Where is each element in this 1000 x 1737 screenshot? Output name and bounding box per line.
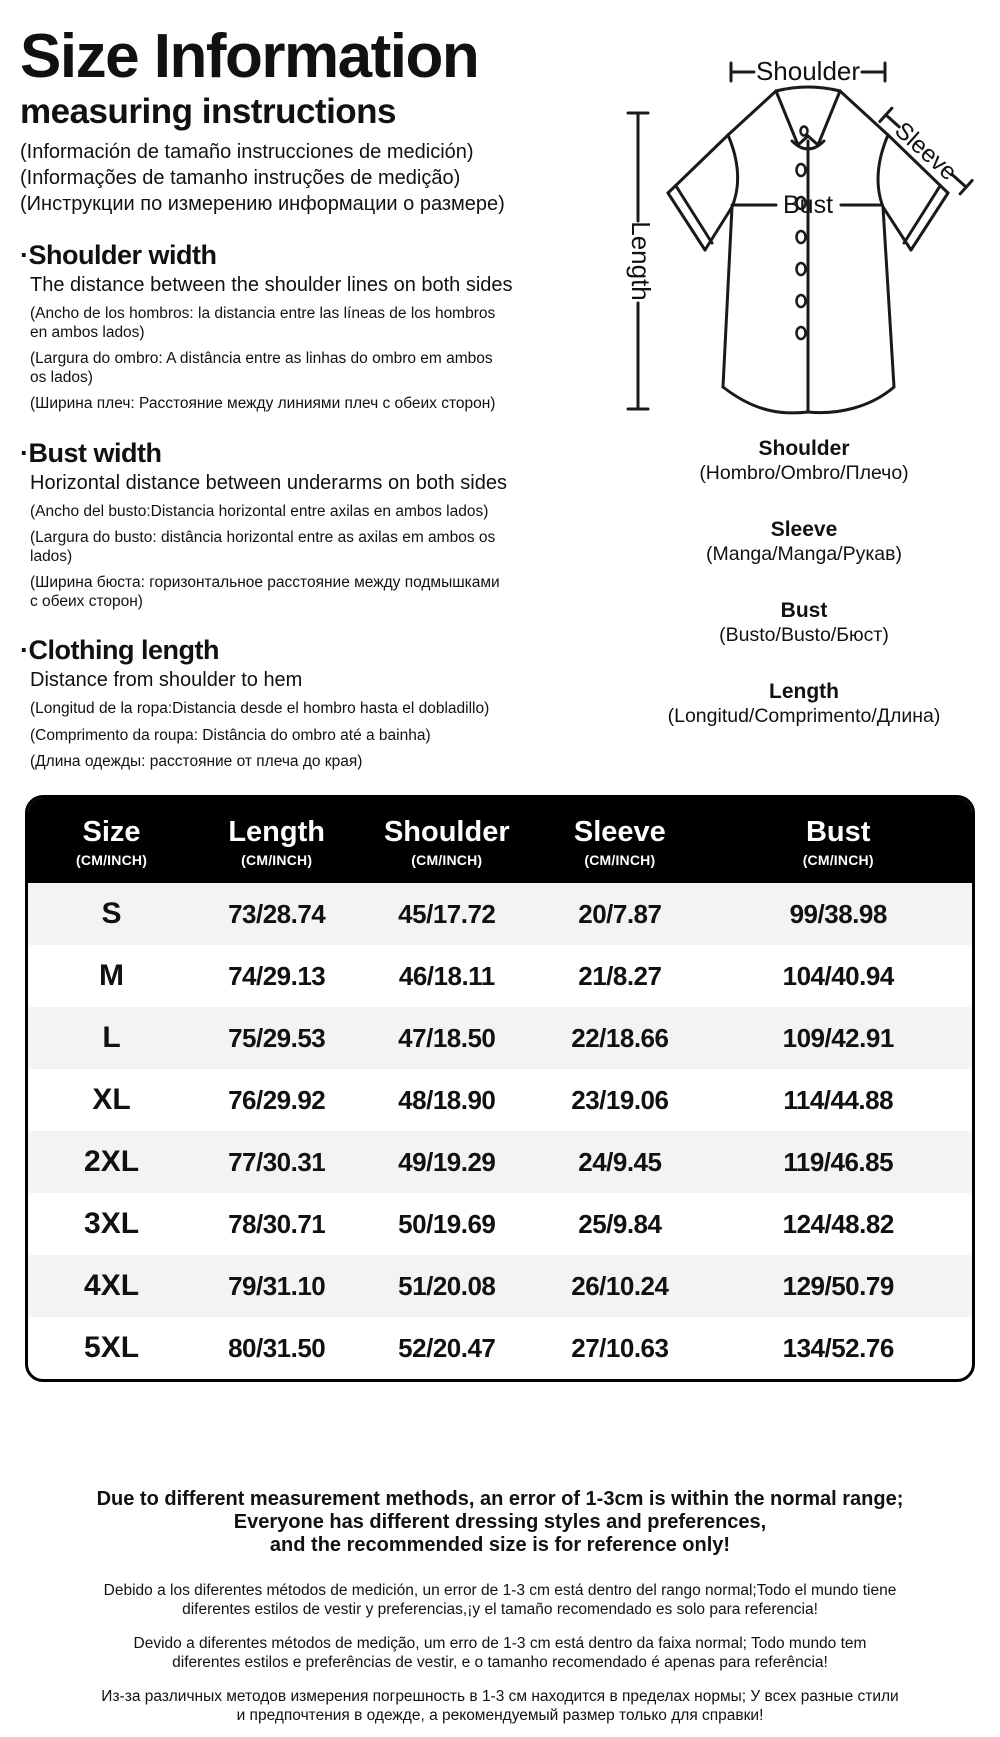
cell-length: 78/30.71 [228,1208,326,1239]
note-en-line: Everyone has different dressing styles and preferences, [233,1511,767,1533]
cell-shoulder: 51/20.08 [398,1270,496,1301]
table-row [28,1317,972,1379]
table-row [28,1069,972,1131]
button-icon [797,295,806,307]
legend-item-shoulder [609,436,999,485]
note-ru-line: Из-за различных методов измерения погрешность в 1-3 см находится в пределах нормы; У всех разные стили [101,1688,899,1705]
legend-translation: (Busto/Busto/Бюст) [719,624,889,646]
shirt-diagram-svg [550,45,1000,433]
disclaimer-notes [30,1488,970,1725]
column-header-shoulder [358,816,535,868]
button-icon [801,127,808,136]
legend-term: Shoulder [758,437,850,460]
section-description: Horizontal distance between underarms on both sides [30,471,507,494]
section-description: The distance between the shoulder lines on both sides [30,274,513,296]
size-table-header [28,798,972,883]
cell-length: 79/31.10 [228,1270,326,1301]
cell-sleeve: 25/9.84 [578,1208,662,1239]
cell-sleeve: 23/19.06 [571,1084,669,1115]
button-icon [797,164,806,176]
column-label: Length [228,816,325,848]
section-heading: ·Bust width [20,437,162,468]
length-measure-label: Length [626,221,656,301]
size-table [25,795,975,1382]
column-header-bust [704,816,972,868]
cell-sleeve: 20/7.87 [578,898,662,929]
cell-size: 5XL [84,1331,140,1364]
column-header-sleeve [535,816,704,868]
cell-size: 3XL [84,1207,140,1240]
button-icon [797,327,806,339]
cell-length: 74/29.13 [228,960,326,991]
cell-bust: 109/42.91 [782,1022,894,1053]
section-clothing-length [20,635,548,772]
legend-translation: (Longitud/Comprimento/Длина) [667,705,941,727]
note-es [30,1581,970,1619]
legend-item-length [609,679,999,728]
note-es-line: diferentes estilos de vestir y preferencias,¡y el tamaño recomendado es solo para referencia! [182,1601,818,1618]
cell-sleeve: 24/9.45 [578,1146,662,1177]
cell-shoulder: 52/20.47 [398,1332,496,1363]
cell-sleeve: 21/8.27 [578,960,662,991]
column-unit: (CM/INCH) [584,852,656,868]
cell-size: 4XL [84,1269,140,1302]
subtitle-translation-es: (Información de tamaño instrucciones de medición) [20,141,474,163]
page-title: Size Information [20,22,479,91]
column-header-size [28,816,195,868]
section-bust-width [20,438,548,612]
table-row [28,1193,972,1255]
subtitle-translation-pt: (Informações de tamanho instruções de medição) [20,167,461,189]
note-en-line: Due to different measurement methods, an error of 1-3cm is within the normal range; [96,1488,904,1510]
shoulder-measure-label: Shoulder [755,56,861,86]
bust-measure-label: Bust [782,191,834,219]
section-shoulder-width [20,240,548,414]
legend-item-sleeve [609,517,999,566]
cell-size: S [101,897,122,930]
button-icon [797,231,806,243]
cell-length: 73/28.74 [228,898,326,929]
section-translation-pt: (Largura do ombro: A distância entre as linhas do ombro em ambos os lados) [30,350,493,386]
legend-term: Sleeve [770,518,838,541]
cell-size: L [102,1021,121,1054]
shirt-diagram [550,45,1000,433]
note-es-line: Debido a los diferentes métodos de medición, un error de 1-3 cm está dentro del rango normal;Todo el mundo tiene [103,1582,897,1599]
cell-length: 76/29.92 [228,1084,326,1115]
cell-shoulder: 48/18.90 [398,1084,496,1115]
cell-sleeve: 27/10.63 [571,1332,669,1363]
button-icon [797,263,806,275]
cell-sleeve: 22/18.66 [571,1022,669,1053]
section-description: Distance from shoulder to hem [30,669,303,691]
column-label: Size [82,816,141,848]
column-unit: (CM/INCH) [802,852,874,868]
cell-shoulder: 45/17.72 [398,898,496,929]
cell-size: XL [92,1083,131,1116]
note-pt [30,1634,970,1672]
note-ru-line: и предпочтения в одежде, а рекомендуемый размер только для справки! [236,1707,764,1724]
section-translation-es: (Ancho de los hombros: la distancia entre las líneas de los hombros en ambos lados) [30,305,496,341]
cell-length: 77/30.31 [228,1146,326,1177]
cell-shoulder: 49/19.29 [398,1146,496,1177]
section-translation-pt: (Largura do busto: distância horizontal entre as axilas em ambos os lados) [30,529,496,565]
cell-shoulder: 47/18.50 [398,1022,496,1053]
column-unit: (CM/INCH) [411,852,483,868]
column-label: Shoulder [383,816,510,848]
legend-item-bust [609,598,999,647]
cell-bust: 124/48.82 [782,1208,894,1239]
cell-length: 80/31.50 [228,1332,326,1363]
table-row [28,945,972,1007]
note-en [30,1488,970,1557]
diagram-legend [609,436,999,760]
cell-bust: 104/40.94 [782,960,894,991]
cell-size: M [99,959,125,992]
column-label: Sleeve [573,816,666,848]
section-translation-ru: (Ширина бюста: горизонтальное расстояние между подмышками с обеих сторон) [30,574,500,610]
cell-bust: 119/46.85 [783,1146,894,1177]
table-row [28,1131,972,1193]
cell-bust: 129/50.79 [782,1270,894,1301]
legend-translation: (Manga/Manga/Рукав) [706,543,902,565]
table-row [28,883,972,945]
section-heading: ·Clothing length [20,635,219,665]
cell-bust: 99/38.98 [789,898,887,929]
section-translation-ru: (Длина одежды: расстояние от плеча до края) [30,753,363,770]
legend-term: Length [769,680,839,703]
sleeve-measure-label: Sleeve [889,116,962,186]
table-row [28,1007,972,1069]
section-translation-ru: (Ширина плеч: Расстояние между линиями плеч с обеих сторон) [30,395,496,412]
button-icons [797,127,808,340]
subtitle-translations [20,140,548,216]
cell-shoulder: 50/19.69 [398,1208,496,1239]
legend-term: Bust [780,599,828,622]
cell-length: 75/29.53 [228,1022,326,1053]
note-ru [30,1687,970,1725]
instructions-column [20,22,548,772]
section-heading: ·Shoulder width [20,240,217,270]
note-pt-line: Devido a diferentes métodos de medição, um erro de 1-3 cm está dentro da faixa normal; Todo mundo tem [133,1635,867,1652]
column-header-length [195,816,358,868]
cell-bust: 114/44.88 [783,1084,894,1115]
section-translation-es: (Longitud de la ropa:Distancia desde el hombro hasta el dobladillo) [30,700,490,717]
section-translation-pt: (Comprimento da roupa: Distância do ombro até a bainha) [30,726,431,744]
subtitle-translation-ru: (Инструкции по измерению информации о размере) [20,193,505,215]
cell-shoulder: 46/18.11 [398,960,495,991]
column-unit: (CM/INCH) [241,852,313,868]
note-pt-line: diferentes estilos e preferências de vestir, e o tamanho recomendado é apenas para referência! [172,1654,828,1671]
column-unit: (CM/INCH) [76,852,148,868]
page-subtitle: measuring instructions [20,92,397,131]
cell-size: 2XL [84,1145,140,1178]
cell-sleeve: 26/10.24 [571,1270,669,1301]
table-row [28,1255,972,1317]
note-en-line: and the recommended size is for reference only! [269,1534,731,1556]
cell-bust: 134/52.76 [782,1332,894,1363]
section-translation-es: (Ancho del busto:Distancia horizontal entre axilas en ambos lados) [30,502,489,520]
legend-translation: (Hombro/Ombro/Плечо) [699,462,909,484]
column-label: Bust [805,816,871,848]
